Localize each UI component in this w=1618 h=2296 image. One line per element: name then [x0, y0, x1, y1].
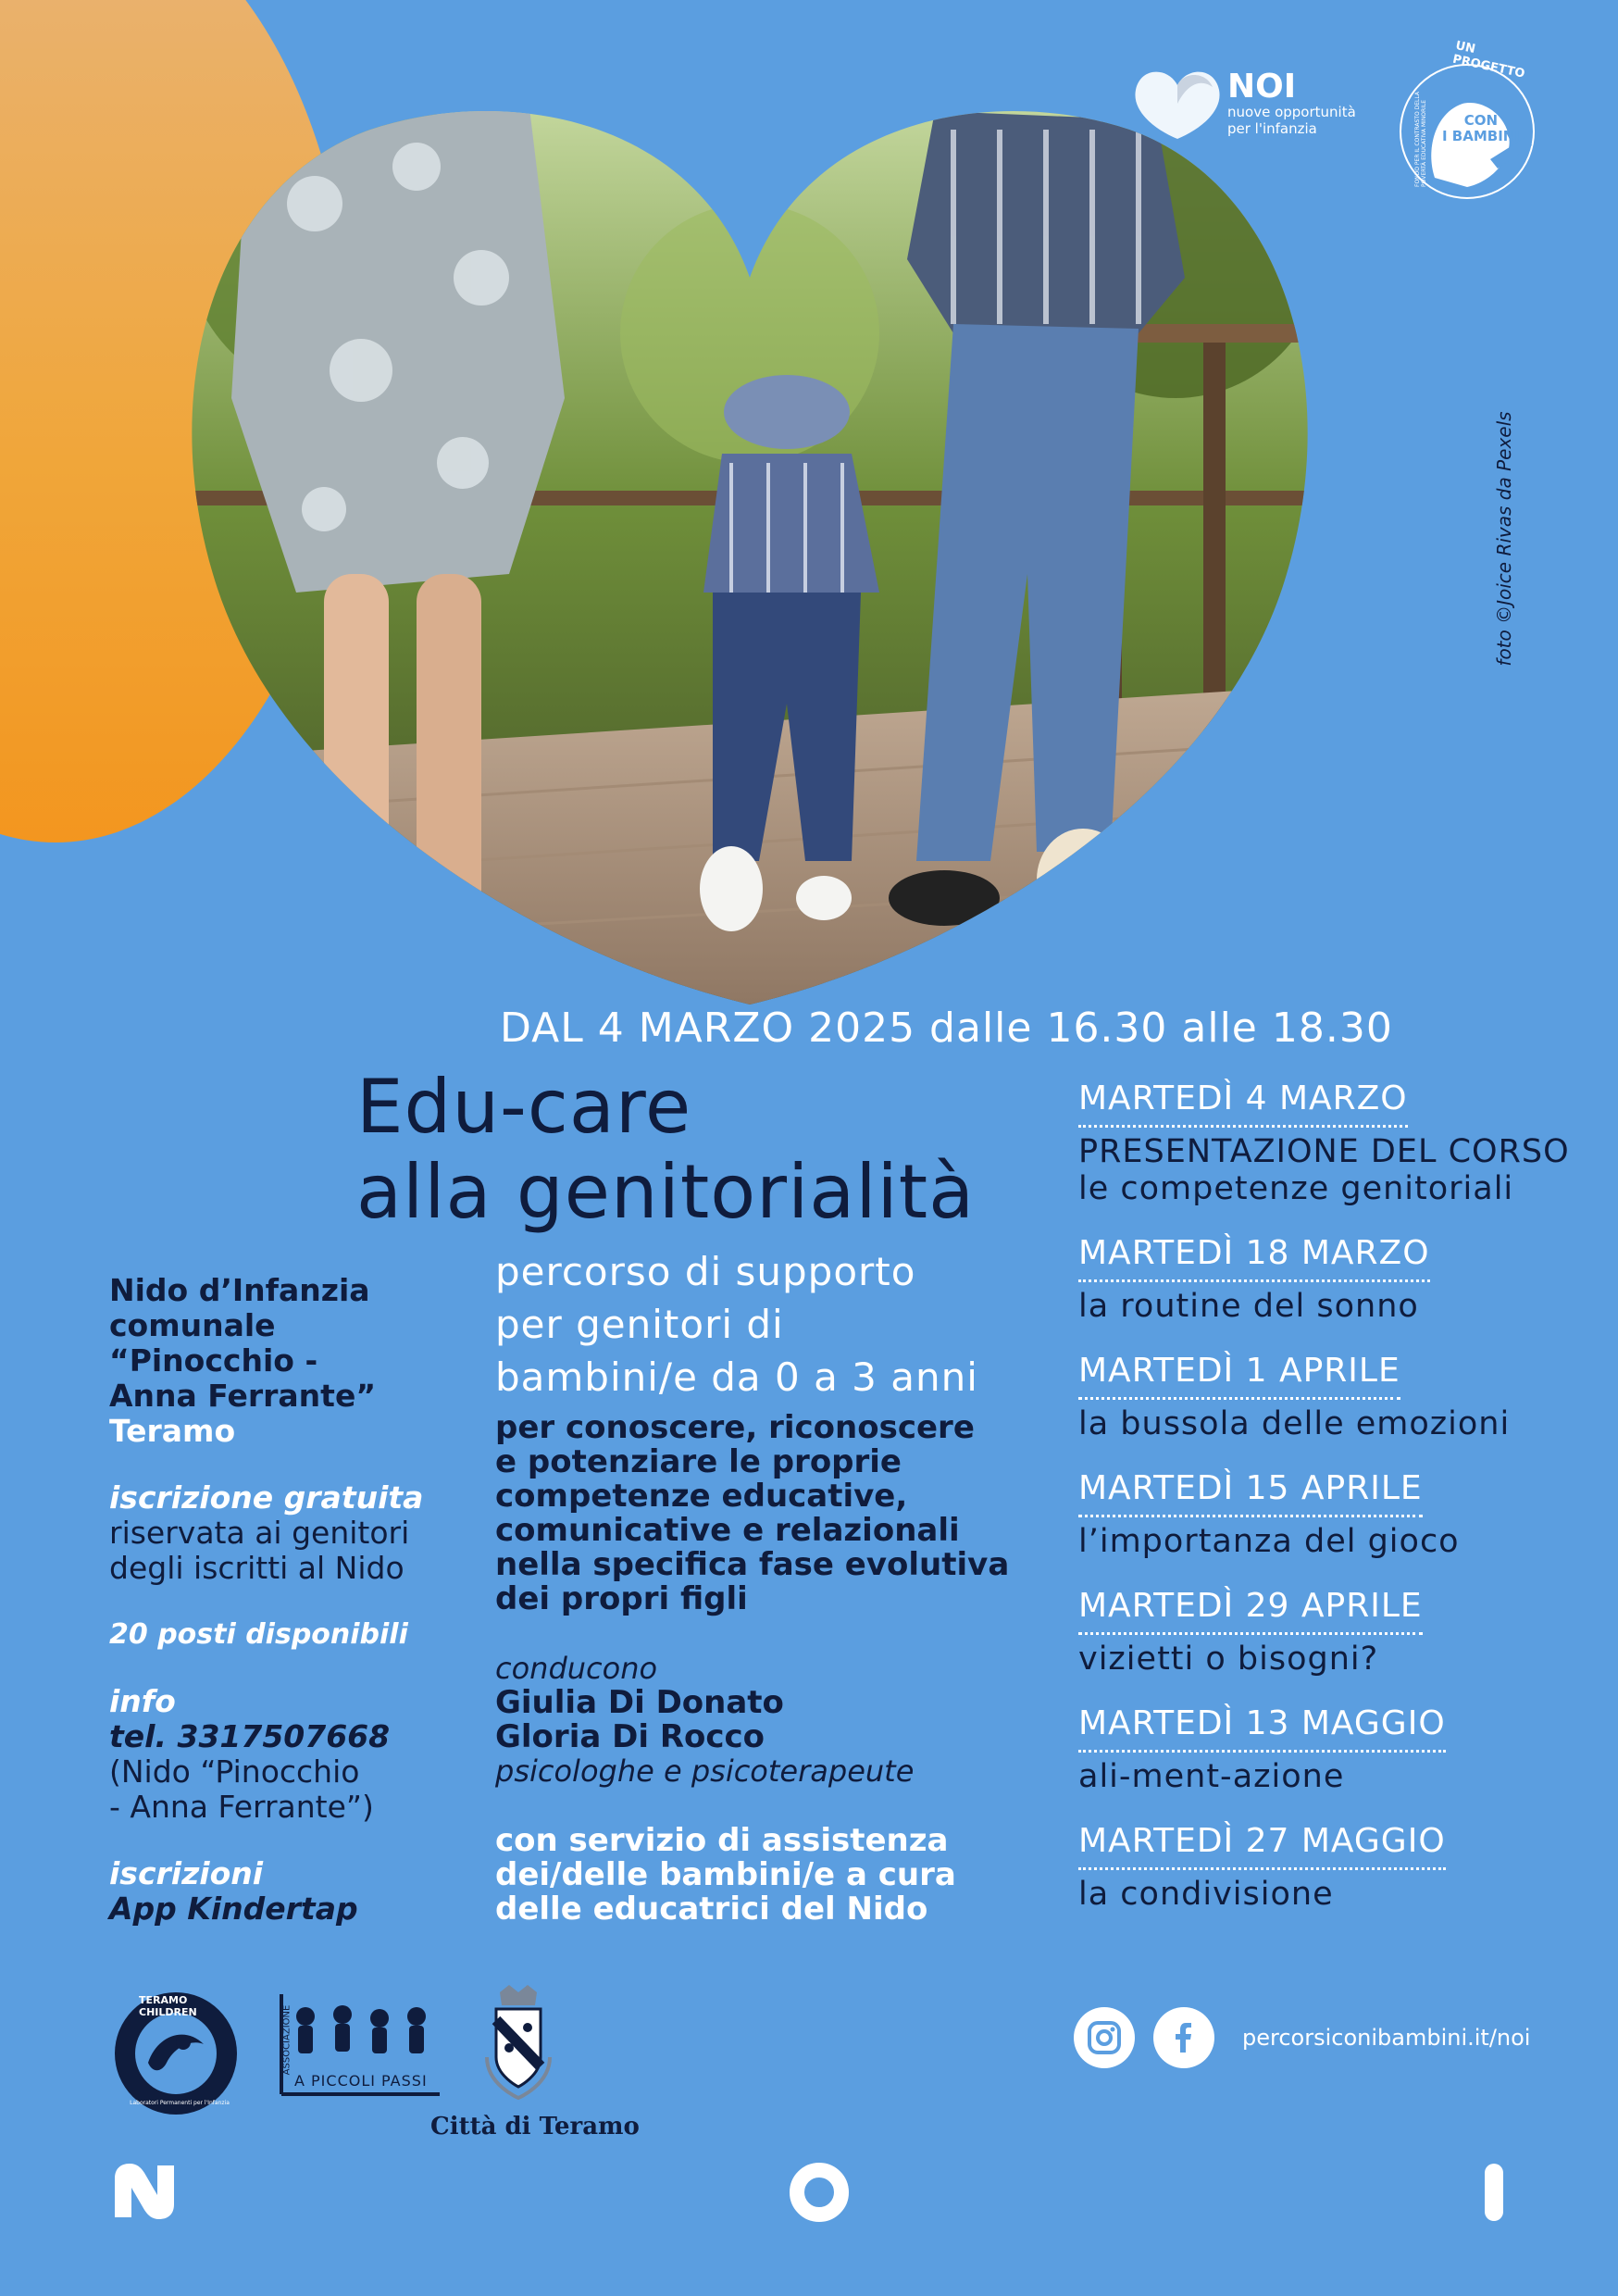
- schedule-item: [1078, 1468, 1597, 1560]
- schedule-date: MARTEDÌ 15 APRILE: [1078, 1468, 1423, 1517]
- schedule-topic: vizietti o bisogni?: [1078, 1641, 1379, 1678]
- venue-block: [109, 1273, 461, 1449]
- piccoli-passi-logo: [268, 1989, 444, 2100]
- footer-letter-o: [789, 2162, 850, 2223]
- website-link[interactable]: percorsiconibambini.it/noi: [1242, 2025, 1531, 2051]
- goal-line: comunicative e relazionali: [495, 1512, 960, 1549]
- teramo-children-logo: [111, 1989, 241, 2118]
- project-logo-line1: CON: [1463, 112, 1499, 129]
- venue-line: “Pinocchio -: [109, 1342, 318, 1379]
- schedule-item: [1078, 1821, 1597, 1913]
- phone-note: (Nido “Pinocchio: [109, 1753, 360, 1790]
- seats-available: 20 posti disponibili: [109, 1618, 408, 1651]
- schedule-topic: la routine del sonno: [1078, 1288, 1419, 1325]
- course-title-line2: alla genitorialità: [356, 1149, 976, 1235]
- free-text: degli iscritti al Nido: [109, 1550, 404, 1586]
- signup-block: [109, 1856, 461, 1927]
- association-name: A PICCOLI PASSI: [294, 2072, 428, 2090]
- teramo-children-name: TERAMO CHILDREN: [139, 1994, 197, 2018]
- service-line: con servizio di assistenza: [495, 1822, 949, 1859]
- leaders-block: [495, 1652, 1051, 1789]
- photo-credit: foto ©Joice Rivas da Pexels: [1493, 411, 1515, 667]
- footer-letter-n: [109, 2160, 180, 2223]
- facebook-glyph-icon: [1165, 2019, 1202, 2056]
- letter-i-icon: [1481, 2160, 1507, 2225]
- subtitle-line: bambini/e da 0 a 3 anni: [495, 1354, 978, 1400]
- signup-label: iscrizioni: [109, 1855, 264, 1891]
- free-text: riservata ai genitori: [109, 1515, 410, 1551]
- schedule-item: [1078, 1079, 1597, 1207]
- schedule: [1078, 1079, 1597, 1939]
- project-logo-line2: I BAMBINI: [1442, 128, 1520, 144]
- goal-line: dei propri figli: [495, 1580, 748, 1617]
- description-column: [495, 1245, 1051, 1962]
- con-i-bambini-logo: [1388, 38, 1546, 206]
- schedule-topic: la bussola delle emozioni: [1078, 1405, 1511, 1442]
- noi-logo-title: NOI: [1227, 68, 1297, 106]
- childcare-service: [495, 1824, 1051, 1927]
- schedule-date: MARTEDÌ 13 MAGGIO: [1078, 1703, 1446, 1753]
- subtitle-line: percorso di supporto: [495, 1249, 916, 1294]
- service-line: delle educatrici del Nido: [495, 1890, 928, 1928]
- phone-note: - Anna Ferrante”): [109, 1789, 374, 1825]
- schedule-date: MARTEDÌ 4 MARZO: [1078, 1079, 1408, 1128]
- course-title: [356, 1065, 975, 1235]
- teramo-coat-of-arms: [481, 1983, 555, 2103]
- noi-heart-icon: [1131, 67, 1224, 141]
- goal-line: per conoscere, riconoscere: [495, 1409, 975, 1446]
- info-label: info: [109, 1683, 176, 1719]
- schedule-topic: [1078, 1133, 1597, 1207]
- leader-name: Gloria Di Rocco: [495, 1718, 765, 1755]
- project-logo-top: UN PROGETTO: [1450, 38, 1526, 81]
- led-by-label: conducono: [495, 1651, 658, 1686]
- course-title-line1: Edu-care: [356, 1064, 692, 1150]
- schedule-topic: l’importanza del gioco: [1078, 1523, 1460, 1560]
- project-logo-name: [1442, 113, 1520, 144]
- leader-name: Giulia Di Donato: [495, 1684, 784, 1721]
- phone-number: tel. 3317507668: [109, 1718, 391, 1754]
- schedule-topic-line: le competenze genitoriali: [1078, 1170, 1514, 1207]
- project-logo-caption: FONDO PER IL CONTRASTO DELLA POVERTÀ EDUCATIVA MINORILE: [1414, 92, 1427, 187]
- schedule-item: [1078, 1703, 1597, 1795]
- family-photo-heart: [176, 93, 1324, 1009]
- schedule-date: MARTEDÌ 1 APRILE: [1078, 1351, 1400, 1400]
- letter-n-icon: [109, 2160, 180, 2223]
- goal-line: nella specifica fase evolutiva: [495, 1546, 1010, 1583]
- goal-line: e potenziare le proprie: [495, 1443, 902, 1480]
- letter-o-icon: [789, 2162, 850, 2223]
- goal-text: [495, 1411, 1051, 1616]
- schedule-date: MARTEDÌ 27 MAGGIO: [1078, 1821, 1446, 1870]
- venue-line: Anna Ferrante”: [109, 1378, 377, 1414]
- association-label: ASSOCIAZIONE: [281, 2004, 292, 2076]
- subtitle: [495, 1245, 1051, 1404]
- subtitle-line: per genitori di: [495, 1302, 784, 1347]
- instagram-icon[interactable]: [1074, 2007, 1135, 2068]
- social-links: [1074, 2007, 1530, 2068]
- city-label: Città di Teramo: [430, 2113, 640, 2140]
- venue-city: Teramo: [109, 1413, 236, 1449]
- schedule-item: [1078, 1586, 1597, 1678]
- date-line: DAL 4 MARZO 2025 dalle 16.30 alle 18.30: [500, 1004, 1393, 1052]
- goal-line: competenze educative,: [495, 1478, 908, 1515]
- schedule-topic-line: PRESENTAZIONE DEL CORSO: [1078, 1133, 1570, 1170]
- coat-of-arms-icon: [481, 1983, 555, 2103]
- registration-block: [109, 1480, 461, 1586]
- signup-app: App Kindertap: [109, 1890, 358, 1927]
- schedule-item: [1078, 1351, 1597, 1442]
- noi-logo-line2: per l'infanzia: [1227, 120, 1317, 137]
- noi-logo-line1: nuove opportunità: [1227, 104, 1356, 120]
- venue-line: comunale: [109, 1307, 276, 1343]
- facebook-icon[interactable]: [1153, 2007, 1214, 2068]
- schedule-topic: la condivisione: [1078, 1876, 1334, 1913]
- leaders-role: psicologhe e psicoterapeute: [495, 1753, 915, 1789]
- service-line: dei/delle bambini/e a cura: [495, 1856, 956, 1893]
- schedule-item: [1078, 1233, 1597, 1325]
- footer-letter-i: [1481, 2160, 1507, 2225]
- instagram-glyph-icon: [1086, 2019, 1123, 2056]
- schedule-topic: ali-ment-azione: [1078, 1758, 1345, 1795]
- schedule-date: MARTEDÌ 29 APRILE: [1078, 1586, 1423, 1635]
- schedule-date: MARTEDÌ 18 MARZO: [1078, 1233, 1430, 1282]
- info-column: [109, 1273, 461, 1958]
- free-label: iscrizione gratuita: [109, 1479, 424, 1516]
- teramo-children-tagline: Laboratori Permanenti per l'Infanzia: [130, 2100, 230, 2106]
- venue-line: Nido d’Infanzia: [109, 1272, 370, 1308]
- noi-logo: [1131, 67, 1356, 141]
- info-block: [109, 1684, 461, 1825]
